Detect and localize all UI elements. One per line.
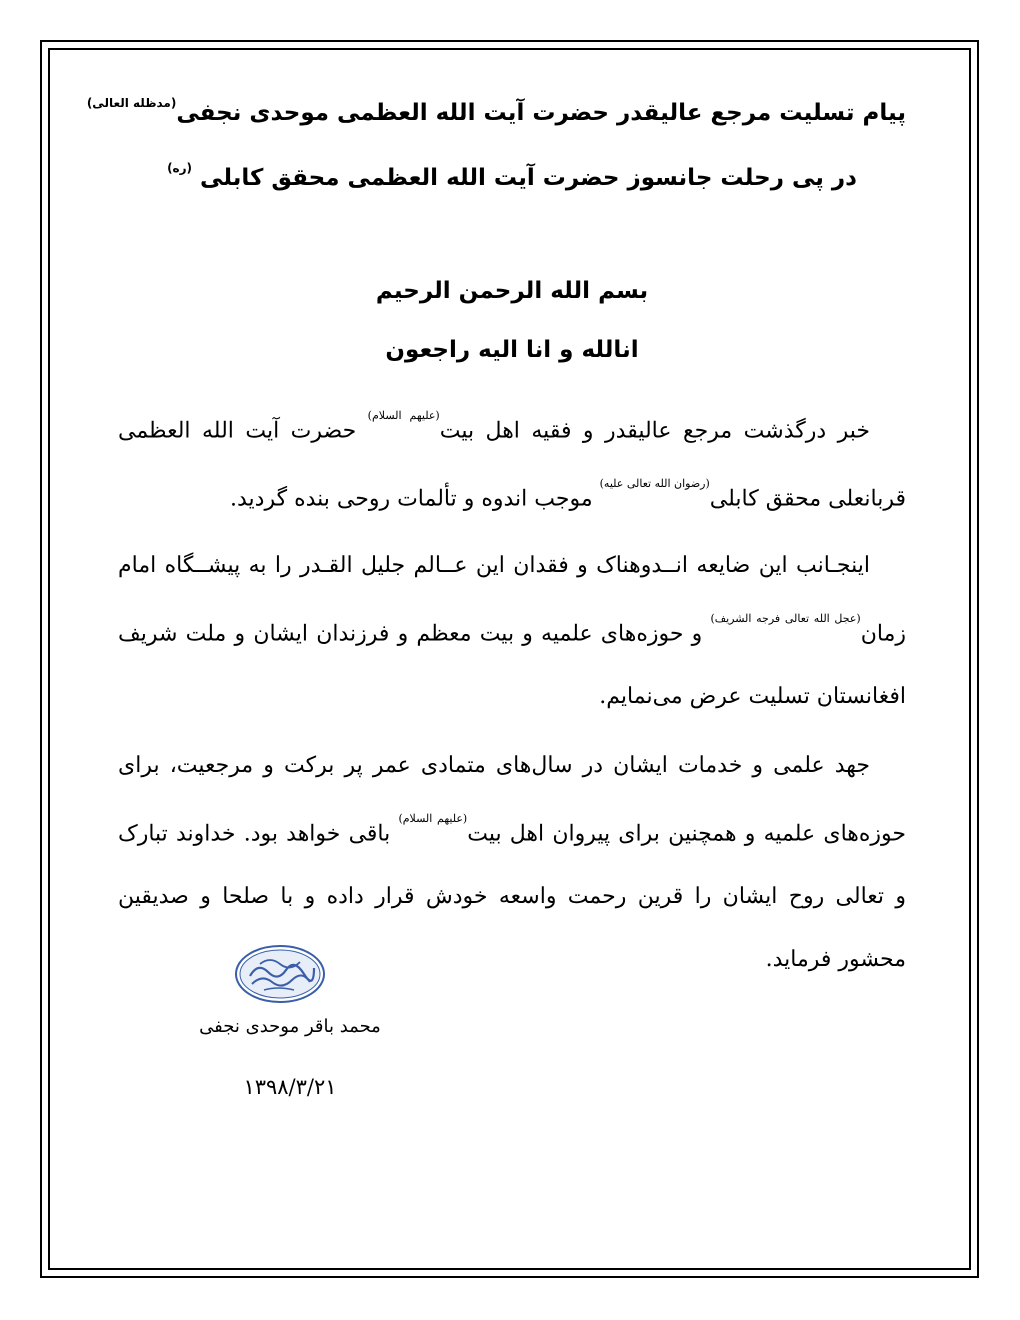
header-line-1-text: پیام تسلیت مرجع عالیقدر حضرت آیت الله العظمی موحدی نجفی [176,100,906,126]
istirja: انالله و انا الیه راجعون [385,337,639,363]
paragraph-1-honorific-2: (رضوان الله تعالی علیه) [599,477,710,491]
paragraph-2-part-b: و حوزه‌های علمیه و بیت معظم و فرزندان ایشان و ملت شریف افغانستان تسلیت عرض می‌نمایم. [118,621,906,710]
header-line-1-honorific: (مدظله العالی) [86,96,177,111]
paragraph-2 [118,534,906,728]
header-line-2-honorific: (ره) [167,161,193,176]
paragraph-1-part-a: خبر درگذشت مرجع عالیقدر و فقیه اهل بیت [439,418,870,444]
paragraph-2-honorific: (عجل الله تعالی فرجه الشریف) [710,612,861,625]
header-line-1 [86,96,906,126]
paragraph-3-honorific: (علیهم السلام) [398,812,468,825]
header-line-2 [118,161,906,191]
signer-name: محمد باقر موحدی نجفی [199,1016,381,1037]
paragraph-2-part-a: اینجـانب این ضایعه انــدوهناک و فقدان این عــالم جلیل القـدر را به پیشــگاه امام زمان [118,553,906,647]
paragraph-1-honorific-1: (علیهم السلام) [367,409,440,422]
paragraph-3-part-b: باقی خواهد بود. خداوند تبارک و تعالی روح ایشان را قرین رحمت واسعه خودش قرار داده و با صلحا و صدیقین محشور فرماید. [118,821,906,973]
paragraph-1-part-b: حضرت آیت الله العظمی قربانعلی محقق کابلی [118,418,906,512]
paragraph-3-part-a: جهد علمی و خدمات ایشان در سال‌های متمادی عمر پر برکت و مرجعیت، برای حوزه‌های علمیه و همچنین برای پیروان اهل بیت [118,753,906,847]
header-line-2-text: در پی رحلت جانسوز حضرت آیت الله العظمی محقق کابلی [200,165,857,191]
paragraph-1-part-c: موجب اندوه و تألمات روحی بنده گردید. [230,486,600,512]
basmala: بسم الله الرحمن الرحیم [375,278,649,304]
paragraph-1 [118,394,906,531]
seal-icon [234,944,326,1004]
document-date: ۱۳۹۸/۳/۲۱ [243,1075,337,1099]
